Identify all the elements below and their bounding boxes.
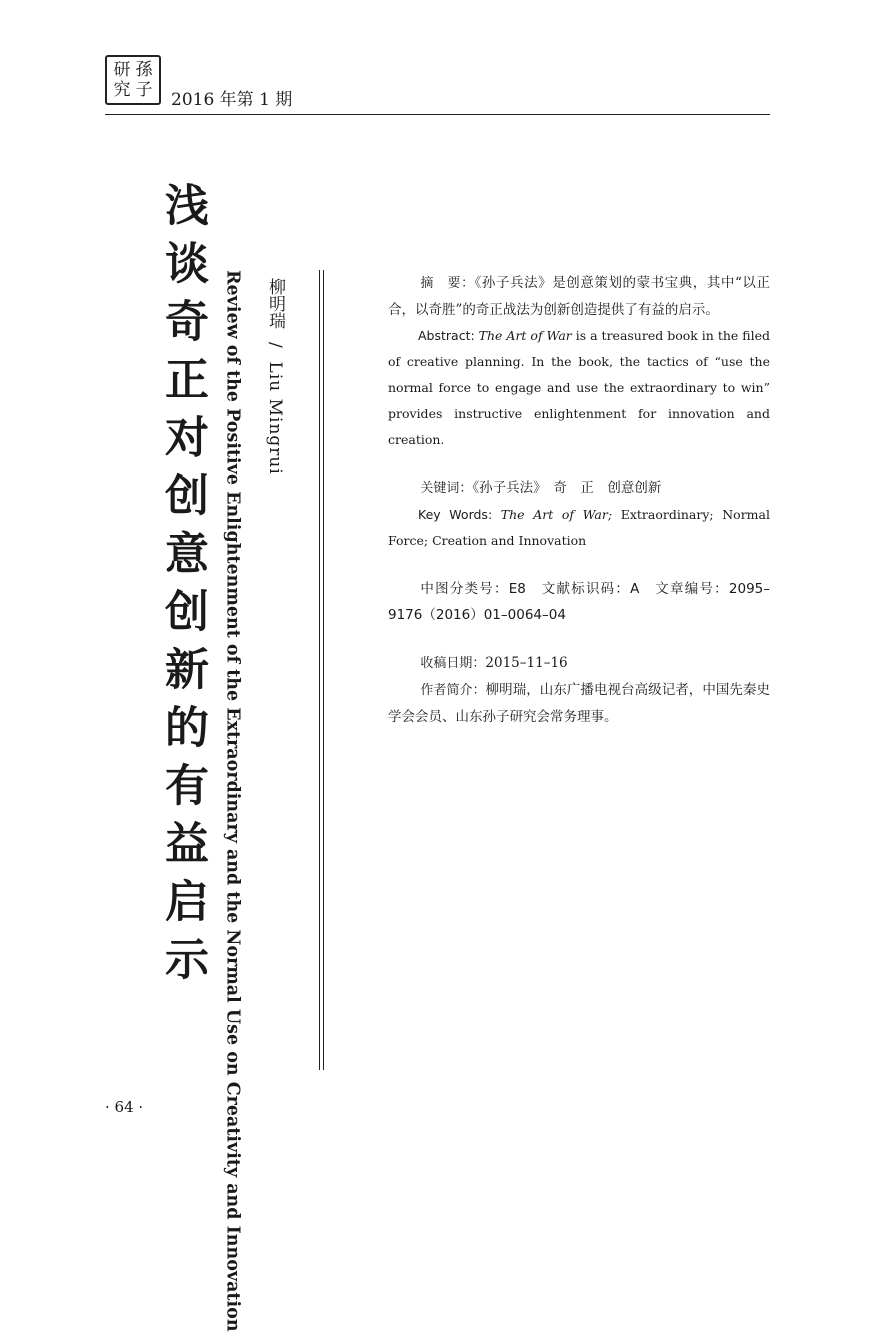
keywords-en — [388, 502, 770, 554]
abstract-en-text: is a treasured book in the filed of creative planning. In the book, the tactics of “use the normal force to engage and use the extraordinary to win” provides instructive enlightenment for innovation and creation. — [388, 328, 771, 447]
received-label: 收稿日期： — [420, 656, 486, 671]
abstract-cn-label: 摘 要： — [420, 276, 475, 291]
received-value: 2015–11–16 — [485, 655, 568, 671]
page-number: · 64 · — [105, 1098, 144, 1116]
logo-char: 子 — [135, 79, 153, 100]
page-header — [105, 55, 770, 115]
abstract-cn-text: 《孙子兵法》是创意策划的蒙书宝典，其中“以正合，以奇胜”的奇正战法为创新创造提供了有益的启示。 — [388, 275, 770, 318]
logo-char: 研 — [113, 59, 131, 80]
logo-char: 孫 — [135, 59, 153, 80]
issue-label: 2016 年第 1 期 — [171, 90, 293, 110]
logo-char: 究 — [113, 79, 131, 100]
author-name-cn: 柳明瑞 — [265, 278, 285, 329]
keywords-en-text: Extraordinary; Normal Force; Creation and Innovation — [388, 507, 770, 548]
keywords-cn-text: 《孙子兵法》 奇 正 创意创新 — [472, 480, 662, 496]
author-name-en: Liu Mingrui — [265, 361, 285, 475]
author-byline — [266, 278, 283, 475]
abstract-en-book-title: The Art of War — [478, 328, 572, 343]
abstract-en-label: Abstract: — [418, 328, 475, 343]
keywords-en-label: Key Words: — [418, 507, 493, 522]
journal-logo — [105, 55, 161, 105]
abstract-block — [388, 270, 770, 730]
chinese-title: 浅谈奇正对创意创新的有益启示 — [157, 182, 208, 994]
received-date — [388, 650, 770, 677]
bio-text: 柳明瑞，山东广播电视台高级记者，中国先秦史学会会员、山东孙子研究会常务理事。 — [388, 682, 770, 725]
author-bio — [388, 677, 770, 730]
keywords-en-book-title: The Art of War; — [500, 507, 613, 522]
keywords-cn-label: 关键词： — [420, 481, 473, 496]
column-divider — [319, 270, 324, 1070]
header-divider — [105, 114, 770, 115]
english-title: Review of the Positive Enlightenment of the Extraordinary and the Normal Use on Creativity and Innovation — [222, 270, 243, 1332]
abstract-cn — [388, 270, 770, 323]
abstract-en — [388, 323, 770, 453]
keywords-cn — [388, 475, 770, 502]
bio-label: 作者简介： — [420, 683, 486, 698]
author-separator: / — [265, 342, 285, 349]
classification-info: 中图分类号：E8 文献标识码：A 文章编号：2095–9176（2016）01–0064–04 — [388, 581, 770, 623]
